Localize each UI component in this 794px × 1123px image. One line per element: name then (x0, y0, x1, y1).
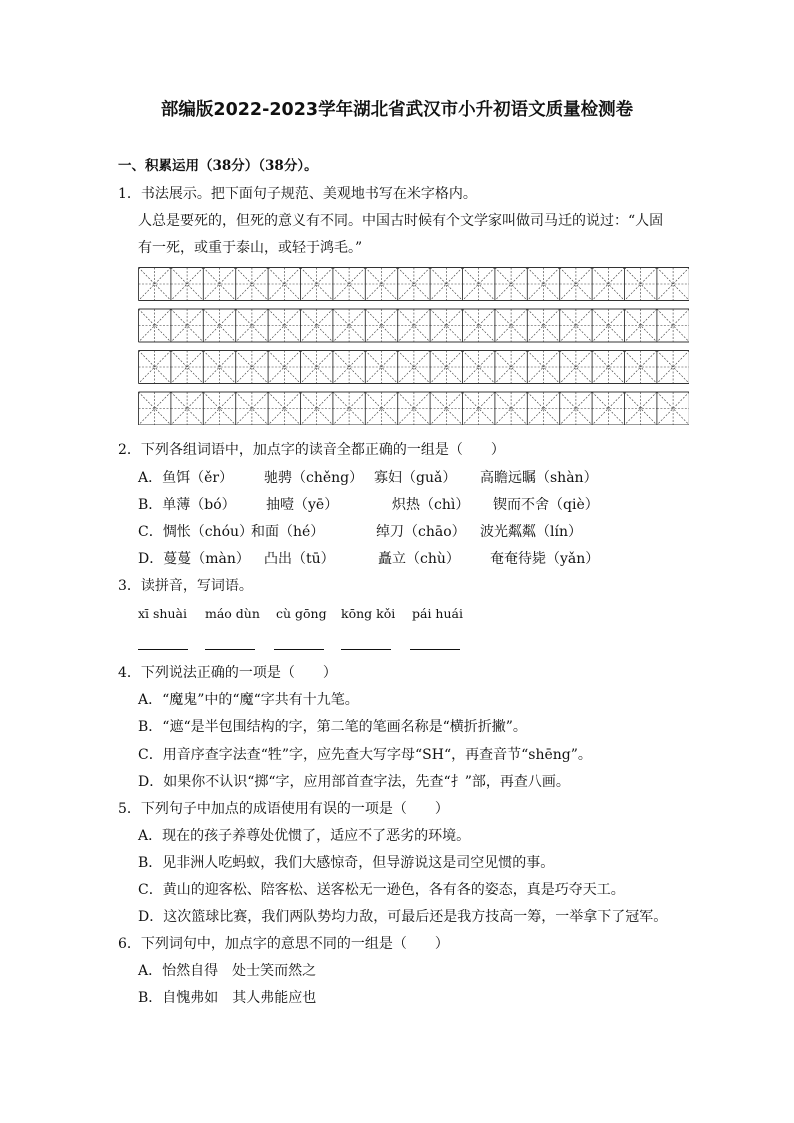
answer-blank-1[interactable] (138, 649, 188, 650)
option-a-1: A．鱼饵（ěr） (138, 470, 234, 486)
option-d-3: 矗立（chù） (378, 551, 460, 567)
pinyin-3: cù gōng (276, 606, 327, 621)
option-d-1: D．蔓蔓（màn） (138, 551, 250, 567)
question-4-option-b: B．“遮“是半包围结构的字，第二笔的笔画名称是“横折折撇”。 (138, 719, 527, 735)
document-title: 部编版2022-2023学年湖北省武汉市小升初语文质量检测卷 (160, 100, 634, 120)
option-d-4: 奄奄待毙（yǎn） (490, 551, 600, 567)
question-5-option-b: B．见非洲人吃蚂蚁，我们大感惊奇，但导游说这是司空见惯的事。 (138, 855, 555, 871)
option-b-1: B．单薄（bó） (138, 497, 236, 513)
question-1-text-cont: 有一死，或重于泰山，或轻于鸿毛。” (138, 240, 363, 256)
answer-blank-2[interactable] (205, 649, 255, 650)
question-4-stem: 4．下列说法正确的一项是（ ） (118, 665, 337, 681)
option-b-2: 抽噎（yē） (266, 497, 339, 513)
question-3-stem: 3．读拼音，写词语。 (118, 578, 253, 594)
question-1-text: 人总是要死的，但死的意义有不同。中国古时候有个文学家叫做司马迁的说过：“人固 (138, 213, 664, 229)
question-5-option-c: C．黄山的迎客松、陪客松、送客松无一逊色，各有各的姿态，真是巧夺天工。 (138, 882, 625, 898)
question-5-option-d: D．这次篮球比赛，我们两队势均力敌，可最后还是我方技高一筹，一举拿下了冠军。 (138, 909, 668, 925)
option-d-2: 凸出（tū） (264, 551, 335, 567)
writing-grid[interactable] (138, 267, 689, 425)
option-c-1: C．惆怅（chóu） (138, 524, 254, 540)
question-2-stem: 2．下列各组词语中，加点字的读音全都正确的一组是（ ） (118, 442, 505, 458)
pinyin-4: kōng kǒi (341, 606, 396, 621)
question-1-stem: 1．书法展示。把下面句子规范、美观地书写在米字格内。 (118, 186, 477, 202)
pinyin-1: xī shuài (138, 606, 187, 621)
question-6-option-b: B．自愧弗如 其人弗能应也 (138, 990, 317, 1006)
question-4-option-a: A．“魔鬼”中的“魔“字共有十九笔。 (138, 692, 359, 708)
question-4-option-d: D．如果你不认识“掷“字，应用部首查字法，先查“扌”部，再查八画。 (138, 774, 570, 790)
question-5-stem: 5．下列句子中加点的成语使用有误的一项是（ ） (118, 801, 449, 817)
question-6-option-a: A．怡然自得 处士笑而然之 (138, 963, 317, 979)
answer-blank-3[interactable] (274, 649, 324, 650)
answer-blank-5[interactable] (410, 649, 460, 650)
option-a-3: 寡妇（guǎ） (374, 470, 457, 486)
question-6-stem: 6．下列词句中，加点字的意思不同的一组是（ ） (118, 936, 449, 952)
pinyin-5: pái huái (412, 606, 463, 621)
question-4-option-c: C．用音序查字法查“牲”字，应先查大写字母“SH“，再查音节“shēng”。 (138, 747, 592, 763)
answer-blank-4[interactable] (341, 649, 391, 650)
option-c-2: 和面（hé） (251, 524, 325, 540)
pinyin-2: máo dùn (205, 606, 260, 621)
option-c-4: 波光粼粼（lín） (480, 524, 582, 540)
section-heading: 一、积累运用（38分）（38分）。 (118, 158, 318, 174)
option-b-4: 锲而不舍（qiè） (493, 497, 599, 513)
question-5-option-a: A．现在的孩子养尊处优惯了，适应不了恶劣的环境。 (138, 828, 471, 844)
option-c-3: 绰刀（chāo） (376, 524, 466, 540)
option-a-4: 高瞻远瞩（shàn） (480, 470, 598, 486)
option-a-2: 驰骋（chěng） (264, 470, 364, 486)
option-b-3: 炽热（chì） (392, 497, 470, 513)
